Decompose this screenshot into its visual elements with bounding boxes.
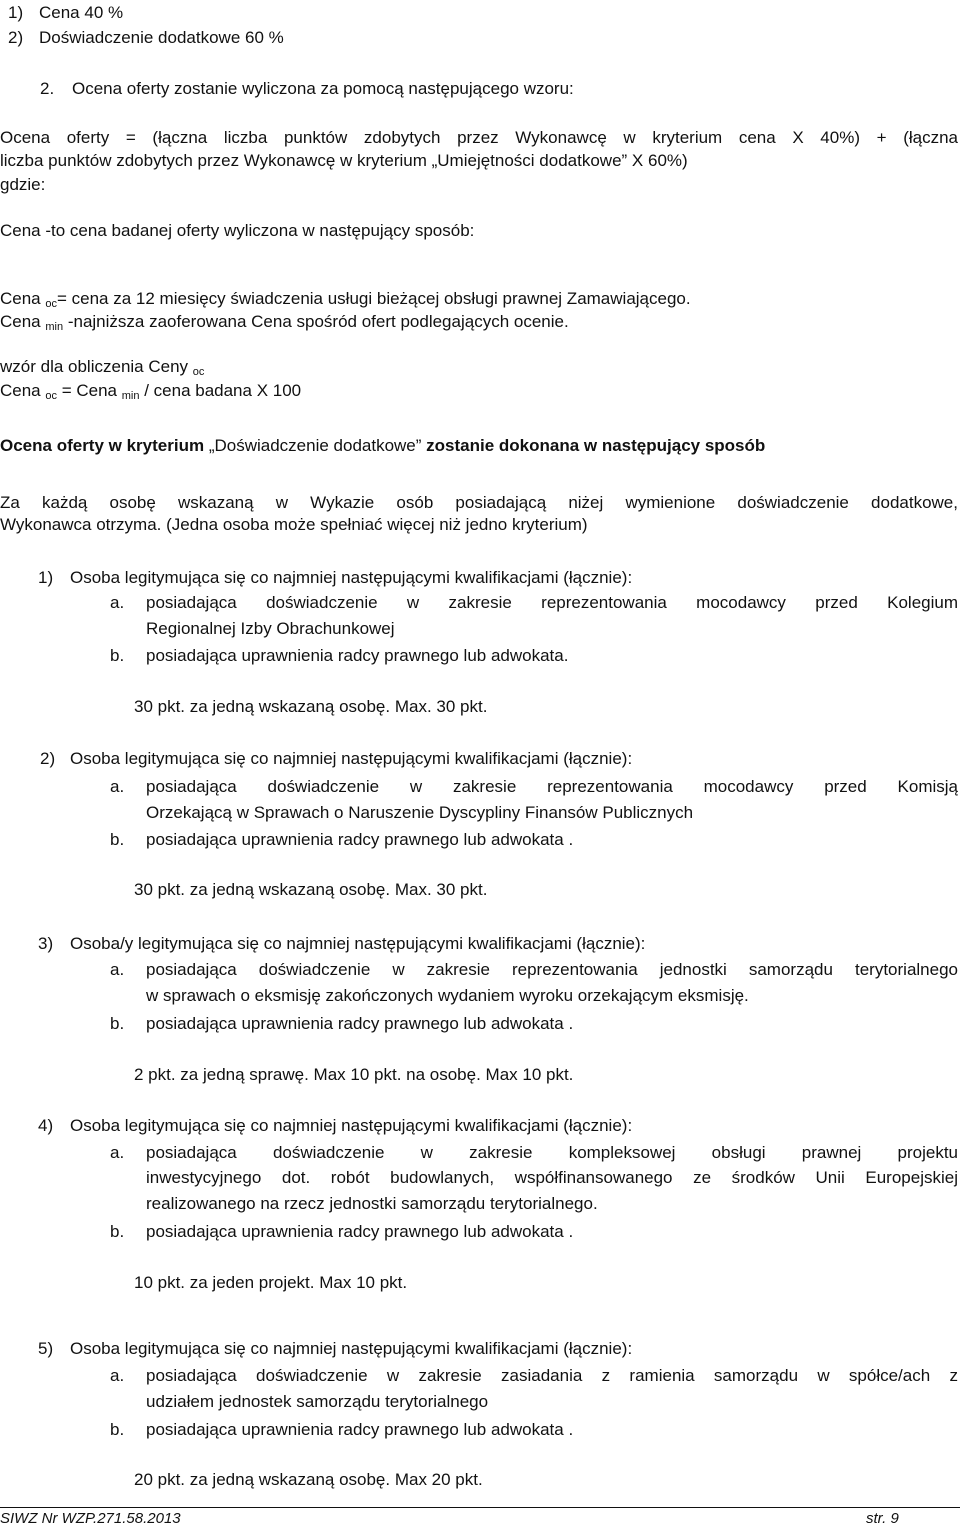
criterion-number: 4)	[38, 1116, 54, 1135]
criterion-a-text-line: posiadająca doświadczenie w zakresie reprezentowania mocodawcy przed Komisją	[146, 777, 958, 796]
wzor-formula	[0, 380, 301, 402]
criterion-a-text-line: Regionalnej Izby Obrachunkowej	[146, 619, 395, 638]
text: / cena badana X 100	[139, 381, 302, 400]
criterion-a-letter: a.	[110, 1366, 125, 1385]
footer-doc-number: SIWZ Nr WZP.271.58.2013	[0, 1510, 181, 1527]
criterion-b-text: posiadająca uprawnienia radcy prawnego lub adwokata .	[146, 1014, 574, 1033]
wzor-line	[0, 356, 204, 378]
footer-page-number: str. 9	[866, 1510, 899, 1527]
criterion-number: 2)	[40, 749, 56, 768]
criterion-b-text: posiadająca uprawnienia radcy prawnego lub adwokata .	[146, 830, 574, 849]
subscript: oc	[45, 298, 57, 310]
criterion-a-text-line: posiadająca doświadczenie w zakresie reprezentowania mocodawcy przed Kolegium	[146, 593, 958, 612]
criterion-a-letter: a.	[110, 777, 125, 796]
text: Cena	[0, 312, 46, 331]
section-number: 2.	[40, 79, 55, 98]
text: wzór dla obliczenia Ceny	[0, 357, 193, 376]
criterion-points: 20 pkt. za jedną wskazaną osobę. Max 20 pkt.	[134, 1470, 483, 1489]
list-text: Cena 40 %	[39, 3, 124, 22]
criterion-b-letter: b.	[110, 1014, 125, 1033]
section-text: Ocena oferty zostanie wyliczona za pomocą następującego wzoru:	[72, 79, 574, 98]
criterion-points: 2 pkt. za jedną sprawę. Max 10 pkt. na osobę. Max 10 pkt.	[134, 1065, 574, 1084]
criterion-title: Osoba legitymująca się co najmniej następującymi kwalifikacjami (łącznie):	[70, 1339, 633, 1358]
list-number: 1)	[8, 3, 24, 22]
criterion-a-letter: a.	[110, 1143, 125, 1162]
text: -najniższa zaoferowana Cena spośród ofert podlegających ocenie.	[63, 312, 569, 331]
criterion-b-text: posiadająca uprawnienia radcy prawnego lub adwokata.	[146, 646, 569, 665]
criterion-points: 30 pkt. za jedną wskazaną osobę. Max. 30 pkt.	[134, 880, 488, 899]
text: = cena za 12 miesięcy świadczenia usługi bieżącej obsługi prawnej Zamawiającego.	[57, 289, 691, 308]
criterion-title: Osoba legitymująca się co najmniej następującymi kwalifikacjami (łącznie):	[70, 568, 633, 587]
criterion-a-letter: a.	[110, 593, 125, 612]
subscript: min	[121, 390, 140, 402]
criterion-number: 5)	[38, 1339, 54, 1358]
subscript: oc	[45, 390, 57, 402]
intro-item-1	[8, 2, 124, 24]
criterion-number: 3)	[38, 934, 54, 953]
criterion-points: 30 pkt. za jedną wskazaną osobę. Max. 30 pkt.	[134, 697, 488, 716]
criterion-title: Osoba legitymująca się co najmniej następującymi kwalifikacjami (łącznie):	[70, 749, 633, 768]
criterion-number: 1)	[38, 568, 54, 587]
list-number: 2)	[8, 28, 24, 47]
criterion-a-text-line: realizowanego na rzecz jednostki samorządu terytorialnego.	[146, 1194, 598, 1213]
subscript: min	[45, 321, 64, 333]
intro-para-line-2: Wykonawca otrzyma. (Jedna osoba może spełniać więcej niż jedno kryterium)	[0, 515, 588, 534]
criterion-a-text-line: w sprawach o eksmisję zakończonych wydaniem wyroku orzekającym eksmisję.	[146, 986, 749, 1005]
formula-line-3: gdzie:	[0, 175, 46, 194]
section-2-heading	[40, 78, 574, 100]
criterion-b-letter: b.	[110, 646, 125, 665]
formula-line-1: Ocena oferty = (łączna liczba punktów zdobytych przez Wykonawcę w kryterium cena X 40%) + (łączna	[0, 128, 958, 147]
text: = Cena	[57, 381, 122, 400]
criterion-a-text-line: posiadająca doświadczenie w zakresie kompleksowej obsługi prawnej projektu	[146, 1143, 958, 1162]
criterion-a-text-line: posiadająca doświadczenie w zakresie reprezentowania jednostki samorządu terytorialnego	[146, 960, 958, 979]
criterion-a-text-line: inwestycyjnego dot. robót budowlanych, współfinansowanego ze środków Unii Europejskiej	[146, 1168, 958, 1187]
criterion-points: 10 pkt. za jeden projekt. Max 10 pkt.	[134, 1273, 408, 1292]
criterion-b-letter: b.	[110, 830, 125, 849]
heading-criterion: „Doświadczenie dodatkowe”	[208, 436, 422, 455]
subscript: oc	[192, 366, 205, 378]
heading-text: zostanie dokonana w następujący sposób	[421, 436, 766, 455]
cena-definition: Cena -to cena badanej oferty wyliczona w następujący sposób:	[0, 221, 475, 240]
criterion-a-text-line: Orzekającą w Sprawach o Naruszenie Dyscypliny Finansów Publicznych	[146, 803, 694, 822]
list-text: Doświadczenie dodatkowe 60 %	[39, 28, 284, 47]
criterion-heading	[0, 435, 765, 457]
cena-oc-line	[0, 288, 691, 310]
criterion-a-text-line: posiadająca doświadczenie w zakresie zasiadania z ramienia samorządu w spółce/ach z	[146, 1366, 958, 1385]
criterion-b-letter: b.	[110, 1222, 125, 1241]
criterion-title: Osoba/y legitymująca się co najmniej następującymi kwalifikacjami (łącznie):	[70, 934, 646, 953]
criterion-a-letter: a.	[110, 960, 125, 979]
text: Cena	[0, 289, 46, 308]
heading-text: Ocena oferty w kryterium	[0, 436, 209, 455]
criterion-a-text-line: udziałem jednostek samorządu terytorialnego	[146, 1392, 489, 1411]
text: Cena	[0, 381, 46, 400]
criterion-b-letter: b.	[110, 1420, 125, 1439]
criterion-title: Osoba legitymująca się co najmniej następującymi kwalifikacjami (łącznie):	[70, 1116, 633, 1135]
intro-para-line-1: Za każdą osobę wskazaną w Wykazie osób posiadającą niżej wymienione doświadczenie dodatkowe,	[0, 493, 958, 512]
criterion-b-text: posiadająca uprawnienia radcy prawnego lub adwokata .	[146, 1222, 574, 1241]
cena-min-line	[0, 311, 569, 333]
intro-item-2	[8, 27, 284, 49]
formula-line-2: liczba punktów zdobytych przez Wykonawcę w kryterium „Umiejętności dodatkowe” X 60%)	[0, 151, 688, 170]
criterion-b-text: posiadająca uprawnienia radcy prawnego lub adwokata .	[146, 1420, 574, 1439]
